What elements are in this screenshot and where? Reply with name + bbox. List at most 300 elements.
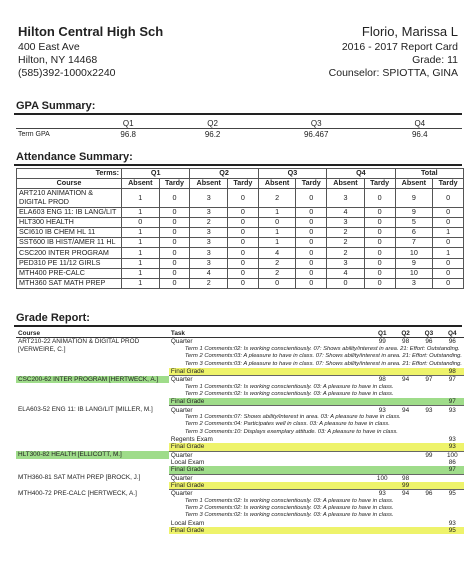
grade-task: Quarter [169,451,371,459]
gpa-header-q3: Q3 [310,118,322,128]
grade-row [16,482,464,490]
grade-course-name [16,421,169,428]
grade-course-name: CSC200-62 INTER PROGRAM [HERTWECK, A.] [16,376,169,384]
grade-cell-q3 [417,527,440,534]
grade-cell-q1 [371,482,394,490]
gpa-value-q2: 96.2 [204,129,221,139]
attendance-cell: 2 [327,227,365,237]
grade-task: Regents Exam [170,435,213,443]
attendance-cell: 0 [228,268,259,278]
grade-course-name [16,353,169,360]
grade-row [16,505,464,512]
attendance-cell: 1 [122,278,160,288]
grade-course-name [16,398,169,406]
attendance-cell: 3 [190,227,228,237]
grade-row [16,414,464,421]
school-name: Hilton Central High Sch [18,24,164,39]
attendance-term-q3: Q3 [258,169,326,179]
grade-task: Quarter [169,490,371,498]
attendance-cell: 0 [159,217,190,227]
grade-cell-q4: 100 [441,451,464,459]
grade-row [16,376,464,384]
grade-cell-q3 [417,520,440,527]
attendance-cell: 1 [122,227,160,237]
grade-task: Final Grade [169,443,371,451]
grade-q1-header: Q1 [371,330,394,338]
attendance-row [17,258,464,268]
grade-row [16,512,464,519]
grade-cell-q2 [394,436,417,443]
grade-course-name: HLT300-82 HEALTH [ELLICOTT, M.] [16,451,169,459]
grade-row [16,391,464,398]
grade-row [16,466,464,474]
grade-course-name [16,443,169,451]
grade-task: Term 2 Comments:02: Is working conscientiously. 03: A pleasure to have in class. [184,390,394,397]
grade-cell-q3 [417,474,440,482]
grade-cell-q4: 93 [448,435,456,443]
student-grade-level: Grade: 11 [412,54,458,66]
gpa-value-row [16,129,462,140]
grade-row [16,360,464,367]
attendance-cell: 0 [296,258,327,268]
attendance-cell: 2 [258,258,296,268]
grade-task: Final Grade [169,482,371,490]
attendance-cell: 3 [190,238,228,248]
grade-course-name [16,482,169,490]
gpa-header-q2: Q2 [207,118,218,128]
grade-cell-q1: 93 [371,490,394,498]
attendance-cell: 0 [296,268,327,278]
attendance-cell: 4 [190,268,228,278]
attendance-cell: 0 [296,227,327,237]
attendance-course-name: CSC200 INTER PROGRAM [17,248,122,258]
grade-course-name [16,391,169,398]
attendance-cell: 1 [122,248,160,258]
attendance-cell: 0 [159,238,190,248]
attendance-absent-header: Absent [327,179,365,189]
grade-cell-q3: 93 [417,406,440,414]
grade-course-name [16,428,169,435]
attendance-cell: 2 [190,217,228,227]
attendance-course-name: ART210 ANIMATION & DIGITAL PROD [17,189,122,207]
attendance-cell: 3 [190,258,228,268]
attendance-cell: 0 [327,278,365,288]
attendance-row [17,217,464,227]
attendance-course-name: PED310 PE 11/12 GIRLS [17,258,122,268]
grade-course-name [16,414,169,421]
grade-task: Term 2 Comments:04: Participates well in class. 03: A pleasure to have in class. [184,421,390,428]
grade-task: Term 1 Comments:02: Is working conscientiously. 03: A pleasure to have in class. [184,497,394,504]
grade-row [16,383,464,390]
grade-cell-q1 [371,436,394,443]
attendance-cell: 0 [159,278,190,288]
attendance-cell: 0 [159,268,190,278]
grade-cell-q2 [394,527,417,534]
attendance-row [17,207,464,217]
grade-row [16,428,464,435]
attendance-cell: 0 [433,258,464,268]
gpa-header-q4: Q4 [414,118,426,128]
grade-cell-q1 [371,398,394,406]
attendance-absent-header: Absent [258,179,296,189]
grade-cell-q3 [417,466,440,474]
grade-cell-q2 [394,443,417,451]
grade-row [16,451,464,459]
attendance-tardy-header: Tardy [433,179,464,189]
attendance-cell: 0 [296,207,327,217]
grade-cell-q1 [371,368,394,376]
grade-cell-q1: 93 [371,406,394,414]
grade-row [16,406,464,414]
grade-cell-q4: 95 [441,527,464,534]
grade-cell-q1: 98 [371,376,394,384]
grade-course-name: [VERWEIRE, C.] [18,345,66,353]
attendance-cell: 4 [258,248,296,258]
grade-row [16,421,464,428]
attendance-cell: 0 [159,189,190,207]
gpa-table [16,118,462,139]
attendance-cell: 0 [258,278,296,288]
attendance-cell: 0 [228,238,259,248]
grade-task: Quarter [169,474,371,482]
grade-task: Term 3 Comments:10: Displays exemplary attitude. 03: A pleasure to have in class. [184,428,398,435]
attendance-cell: 5 [395,217,433,227]
attendance-course-name: ELA603 ENG 11: IB LANG/LIT [17,207,122,217]
grade-course-name [16,383,169,390]
attendance-cell: 7 [395,238,433,248]
grade-cell-q3 [417,459,440,466]
attendance-course-header: Course [17,179,122,189]
attendance-cell: 0 [228,189,259,207]
attendance-cell: 0 [159,248,190,258]
grade-task: Term 1 Comments:02: Is working conscientiously. 03: A pleasure to have in class. [184,383,394,390]
grade-row [16,527,464,534]
gpa-row-label: Term GPA [18,130,50,138]
attendance-term-total: Total [395,169,463,179]
grade-task: Quarter [169,338,371,346]
attendance-cell: 2 [327,248,365,258]
attendance-cell: 0 [364,278,395,288]
grade-cell-q2 [394,520,417,527]
grade-cell-q2: 94 [394,406,417,414]
attendance-divider [14,164,462,166]
attendance-cell: 1 [258,227,296,237]
grade-cell-q3: 96 [417,338,440,346]
attendance-cell: 0 [364,268,395,278]
attendance-cell: 1 [258,207,296,217]
grade-task: Local Exam [170,519,205,527]
school-address-line1: 400 East Ave [18,41,80,53]
grade-cell-q4: 97 [441,466,464,474]
attendance-cell: 4 [327,268,365,278]
attendance-cell: 2 [190,278,228,288]
attendance-subheader-row [17,179,464,189]
grade-row [16,398,464,406]
attendance-cell: 0 [433,268,464,278]
attendance-cell: 9 [395,189,433,207]
grade-cell-q1: 100 [371,474,394,482]
attendance-row [17,238,464,248]
attendance-course-name: HLT300 HEALTH [17,217,122,227]
attendance-cell: 1 [122,268,160,278]
attendance-cell: 0 [433,278,464,288]
grade-cell-q4: 93 [441,406,464,414]
grade-report-title: Grade Report: [16,312,90,324]
grade-row [16,368,464,376]
grade-cell-q1 [371,527,394,534]
attendance-cell: 9 [395,258,433,268]
attendance-cell: 0 [433,217,464,227]
attendance-cell: 0 [228,207,259,217]
attendance-terms-row [17,169,464,179]
grade-row [16,498,464,505]
grade-row [16,346,464,353]
attendance-cell: 0 [296,189,327,207]
grade-task: Term 1 Comments:02: Is working conscientiously. 07: Shows ability/interest in area. 21: Effort: Outstanding. [184,345,460,352]
grade-cell-q3 [417,368,440,376]
grade-course-name [16,498,169,505]
grade-task: Term 1 Comments:07: Shows ability/interest in area. 03: A pleasure to have in class. [184,413,401,420]
grade-q2-header: Q2 [394,330,417,338]
attendance-cell: 0 [228,258,259,268]
attendance-row [17,227,464,237]
attendance-summary-title: Attendance Summary: [16,151,133,163]
grade-task: Term 2 Comments:03: A pleasure to have in class. 07: Shows ability/interest in area. 21: Effort: Outstanding. [184,353,462,360]
attendance-cell: 2 [258,268,296,278]
attendance-course-name: MTH360 SAT MATH PREP [17,278,122,288]
attendance-row [17,268,464,278]
grade-report-table [16,330,464,534]
attendance-course-name: SCI610 IB CHEM HL 11 [17,227,122,237]
gpa-value-q3: 96.467 [303,129,329,139]
attendance-term-q4: Q4 [327,169,395,179]
attendance-cell: 0 [364,258,395,268]
grade-cell-q4: 98 [441,368,464,376]
attendance-cell: 2 [258,189,296,207]
grade-task: Local Exam [170,458,205,466]
attendance-cell: 3 [190,248,228,258]
grade-row [16,443,464,451]
attendance-cell: 0 [364,217,395,227]
grade-course-name [16,520,169,527]
grade-cell-q2 [394,398,417,406]
grade-task: Term 3 Comments:03: A pleasure to have in class. 07: Shows ability/interest in area. 21: Effort: Outstanding. [184,360,462,367]
attendance-cell: 1 [122,238,160,248]
school-address-line2: Hilton, NY 14468 [18,54,98,66]
attendance-tardy-header: Tardy [364,179,395,189]
grade-course-name [16,527,169,534]
grade-header-row [16,330,464,338]
grade-cell-q3 [417,482,440,490]
attendance-cell: 3 [395,278,433,288]
grade-cell-q4: 86 [448,458,456,466]
grade-row [16,490,464,498]
grade-cell-q2 [394,368,417,376]
grade-cell-q4 [441,482,464,490]
school-phone: (585)392-1000x2240 [18,67,116,79]
grade-task: Term 2 Comments:02: Is working conscientiously. 03: A pleasure to have in class. [184,505,394,512]
attendance-tardy-header: Tardy [159,179,190,189]
grade-cell-q1: 99 [371,338,394,346]
attendance-cell: 0 [122,217,160,227]
grade-cell-q1 [371,443,394,451]
grade-report-divider [14,325,462,327]
grade-cell-q1 [371,451,394,459]
grade-cell-q4: 96 [441,338,464,346]
attendance-tardy-header: Tardy [296,179,327,189]
attendance-cell: 0 [433,189,464,207]
grade-task: Final Grade [169,527,371,534]
grade-task: Final Grade [169,398,371,406]
student-counselor: Counselor: SPIOTTA, GINA [328,67,458,79]
grade-task: Term 3 Comments:02: Is working conscientiously. 03: A pleasure to have in class. [184,512,394,519]
grade-task: Quarter [169,406,371,414]
attendance-cell: 1 [433,248,464,258]
gpa-value-q1: 96.8 [120,129,136,139]
attendance-cell: 0 [364,227,395,237]
grade-cell-q3 [417,398,440,406]
gpa-header-row [16,118,462,129]
attendance-cell: 10 [395,248,433,258]
attendance-cell: 3 [327,217,365,227]
attendance-cell: 1 [122,258,160,268]
grade-cell-q2 [394,466,417,474]
grade-task: Final Grade [169,466,371,474]
attendance-cell: 1 [433,227,464,237]
attendance-terms-label: Terms: [17,169,122,179]
grade-cell-q3: 99 [417,451,440,459]
attendance-course-name: MTH400 PRE-CALC [17,268,122,278]
grade-cell-q1 [371,459,394,466]
grade-course-name [16,436,169,443]
grade-cell-q4: 97 [441,376,464,384]
grade-course-name [16,512,169,519]
grade-cell-q3 [417,436,440,443]
grade-cell-q3 [417,443,440,451]
grade-row [16,520,464,527]
attendance-table [16,168,464,289]
grade-cell-q3: 96 [417,490,440,498]
grade-task-header: Task [169,330,371,338]
attendance-cell: 3 [190,207,228,217]
grade-task: Final Grade [169,368,371,376]
attendance-cell: 3 [327,189,365,207]
attendance-cell: 0 [228,217,259,227]
attendance-cell: 6 [395,227,433,237]
attendance-absent-header: Absent [190,179,228,189]
grade-row [16,338,464,346]
grade-cell-q1 [371,520,394,527]
attendance-cell: 0 [433,238,464,248]
grade-course-name [16,466,169,474]
grade-course-name: ELA603-52 ENG 11: IB LANG/LIT [MILLER, M.] [18,406,153,414]
student-name: Florio, Marissa L [361,24,458,39]
attendance-absent-header: Absent [122,179,160,189]
attendance-cell: 0 [364,207,395,217]
attendance-course-name: SST600 IB HIST/AMER 11 HL [17,238,122,248]
attendance-cell: 0 [296,278,327,288]
grade-task: Quarter [169,376,371,384]
grade-row [16,474,464,482]
grade-row [16,436,464,443]
attendance-cell: 0 [296,217,327,227]
attendance-term-q1: Q1 [122,169,190,179]
report-card-year: 2016 - 2017 Report Card [341,41,458,53]
grade-cell-q2: 94 [394,490,417,498]
attendance-cell: 0 [159,227,190,237]
grade-cell-q4: 95 [441,490,464,498]
attendance-cell: 0 [228,278,259,288]
attendance-cell: 0 [433,207,464,217]
grade-cell-q2: 98 [394,338,417,346]
attendance-tardy-header: Tardy [228,179,259,189]
attendance-row [17,278,464,288]
grade-course-name [16,368,169,376]
attendance-cell: 3 [327,258,365,268]
grade-q4-header: Q4 [441,330,464,338]
grade-row [16,459,464,466]
attendance-row [17,189,464,207]
grade-cell-q4 [441,474,464,482]
attendance-cell: 0 [258,217,296,227]
attendance-cell: 1 [258,238,296,248]
grade-course-name [16,360,169,367]
gpa-divider [14,113,462,115]
attendance-cell: 0 [159,258,190,268]
attendance-cell: 9 [395,207,433,217]
gpa-header-q1: Q1 [122,118,134,128]
attendance-row [17,248,464,258]
attendance-cell: 0 [228,248,259,258]
attendance-cell: 0 [296,248,327,258]
attendance-cell: 2 [327,238,365,248]
attendance-cell: 10 [395,268,433,278]
grade-course-name: MTH400-72 PRE-CALC [HERTWECK, A.] [18,490,137,498]
grade-cell-q2 [394,459,417,466]
grade-cell-q4: 97 [441,398,464,406]
grade-cell-q1 [371,466,394,474]
grade-course-header: Course [16,330,169,338]
attendance-cell: 1 [122,207,160,217]
grade-cell-q2: 94 [394,376,417,384]
grade-course-name: MTH360-81 SAT MATH PREP [BROCK, J.] [18,474,141,482]
attendance-cell: 0 [364,238,395,248]
attendance-cell: 0 [364,189,395,207]
attendance-absent-header: Absent [395,179,433,189]
grade-cell-q4: 93 [448,519,456,527]
grade-course-name [16,459,169,466]
attendance-cell: 0 [364,248,395,258]
attendance-term-q2: Q2 [190,169,258,179]
gpa-value-q4: 96.4 [411,129,428,139]
grade-cell-q2 [394,451,417,459]
attendance-cell: 1 [122,189,160,207]
attendance-cell: 4 [327,207,365,217]
grade-cell-q3: 97 [417,376,440,384]
attendance-cell: 0 [159,207,190,217]
grade-course-name [16,505,169,512]
attendance-cell: 0 [296,238,327,248]
attendance-cell: 0 [228,227,259,237]
attendance-cell: 3 [190,189,228,207]
grade-cell-q2: 98 [394,474,417,482]
grade-cell-q2: 99 [394,482,417,490]
grade-q3-header: Q3 [417,330,440,338]
grade-cell-q4: 93 [441,443,464,451]
gpa-summary-title: GPA Summary: [16,100,96,112]
grade-row [16,353,464,360]
grade-course-name: ART210-22 ANIMATION & DIGITAL PROD [18,338,140,346]
